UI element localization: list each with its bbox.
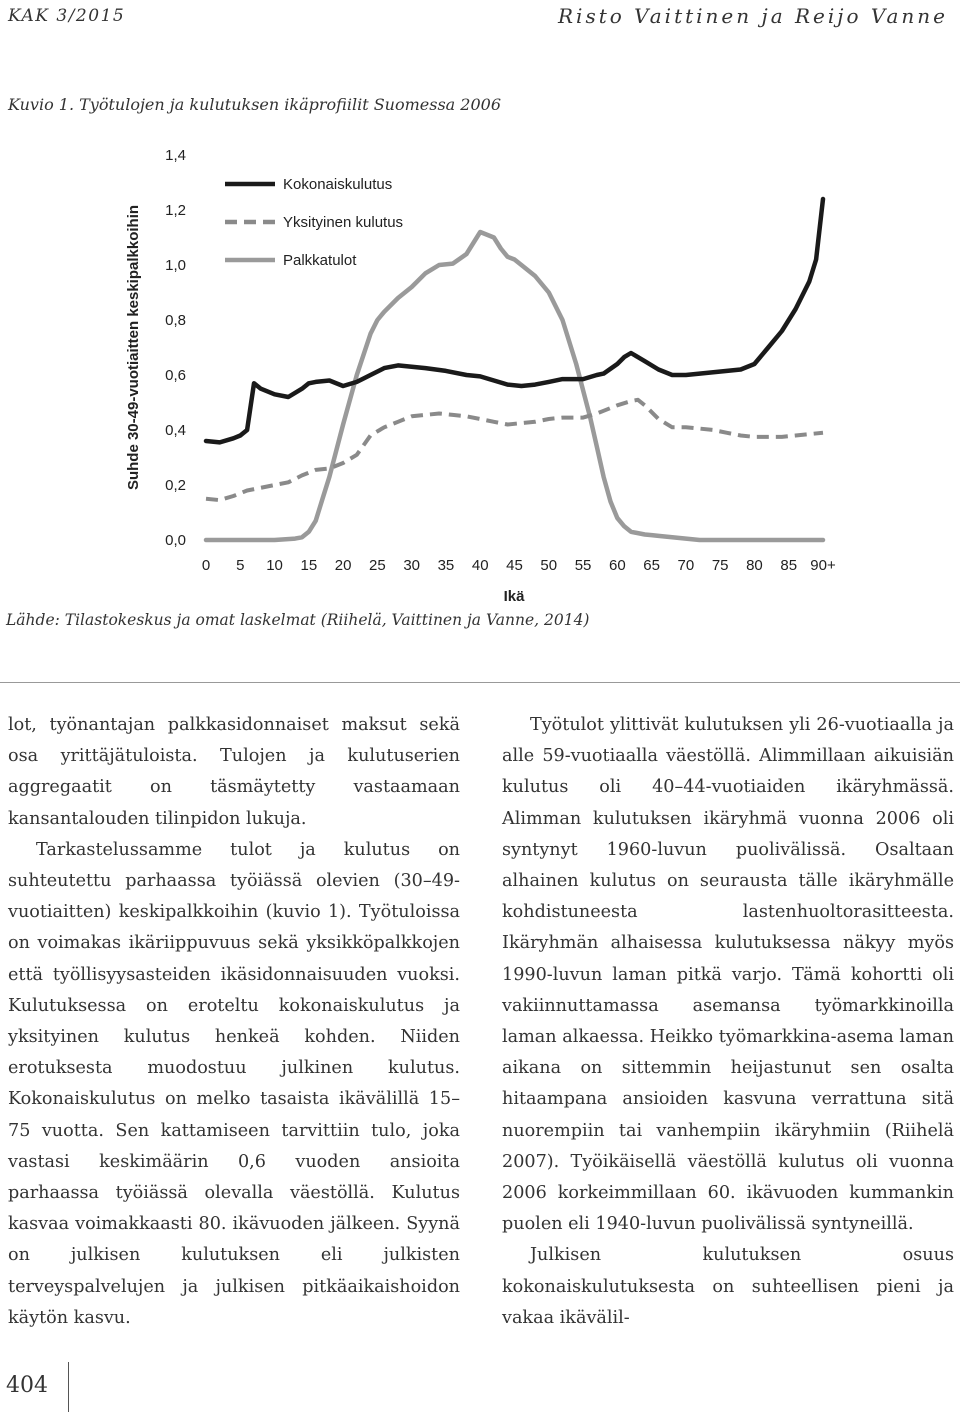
legend-label: Yksityinen kulutus [283, 214, 404, 231]
text-column-left [8, 710, 460, 1334]
section-divider [0, 682, 960, 683]
series-line-1 [206, 400, 823, 500]
y-axis-label: Suhde 30-49-vuotiaitten keskipalkkoihin [125, 204, 142, 491]
y-tick-label: 1,2 [165, 202, 186, 219]
x-tick-label: 45 [506, 557, 523, 574]
x-tick-label: 10 [266, 557, 283, 574]
x-tick-label: 25 [369, 557, 386, 574]
legend-label: Kokonaiskulutus [283, 176, 393, 193]
article-authors: Risto Vaittinen ja Reijo Vanne [557, 4, 948, 28]
x-tick-label: 85 [780, 557, 798, 574]
x-tick-label: 65 [643, 557, 660, 574]
text-column-right [502, 710, 954, 1334]
paragraph: Tarkastelussamme tulot ja kulutus on suhteutettu parhaassa työiässä olevien (30–49-vuotiaitten) keskipalkkoihin (kuvio 1). Työtuloissa on voimakas ikäriippuvuus sekä yksikköpalkkojen että työllisyysasteiden ikäsidonnaisuuden vuoksi. Kulutuksessa on eroteltu kokonaiskulutus ja yksityinen kulutus henkeä kohden. Niiden erotuksesta muodostuu julkinen kulutus. Kokonaiskulutus on melko tasaista ikävälillä 15–75 vuotta. Sen kattamiseen tarvittiin tulo, joka vastasi keskimäärin 0,6 vuoden ansioita parhaassa työiässä olevalla väestöllä. Kulutus kasvaa voimakkaasti 80. ikävuoden jälkeen. Syynä on julkisen kulutuksen eli julkisten terveyspalvelujen ja julkisen pitkäaikaishoidon käytön kasvu. [8, 839, 460, 1328]
x-tick-label: 15 [300, 557, 318, 574]
x-tick-label: 80 [746, 557, 763, 574]
x-tick-label: 5 [236, 557, 245, 574]
y-tick-label: 0,0 [165, 532, 186, 549]
x-tick-label: 40 [471, 557, 489, 574]
y-tick-label: 0,8 [165, 312, 186, 329]
figure-caption: Kuvio 1. Työtulojen ja kulutuksen ikäprofiilit Suomessa 2006 [8, 95, 502, 114]
x-tick-label: 75 [711, 557, 729, 574]
x-tick-label: 55 [574, 557, 592, 574]
paragraph: lot, työnantajan palkkasidonnaiset maksut sekä osa yrittäjätuloista. Tulojen ja kulutuserien aggregaatit on täsmäytetty vastaamaan kansantalouden tilinpidon lukuja. [8, 715, 460, 829]
legend-label: Palkkatulot [283, 252, 357, 269]
line-chart [0, 135, 960, 605]
x-tick-label: 90+ [810, 557, 836, 574]
x-tick-label: 60 [608, 557, 626, 574]
y-tick-label: 1,0 [165, 257, 186, 274]
x-tick-label: 70 [677, 557, 695, 574]
y-tick-label: 0,4 [165, 422, 186, 439]
paragraph: Työtulot ylittivät kulutuksen yli 26-vuotiaalla ja alle 59-vuotiaalla väestöllä. Alimmillaan aikuisiän kulutus oli 40–44-vuotiaiden ikäryhmässä. Alimman kulutuksen ikäryhmä vuonna 2006 oli syntynyt 1960-luvun puolivälissä. Osaltaan alhainen kulutus on seurausta tälle ikäryhmälle kohdistuneesta lastenhuoltorasitteesta. Ikäryhmän alhaisessa kulutuksessa näkyy myös 1990-luvun laman pitkä varjo. Tämä kohortti oli vakiinnuttamassa asemansa työmarkkinoilla laman alkaessa. Heikko työmarkkina-asema laman aikana on sittemmin heijastunut sen osalta hitaampana ansioiden kasvuna verrattuna sitä nuorempiin tai vanhempiin ikäryhmiin (Riihelä 2007). Työikäisellä väestöllä kulutus oli vuonna 2006 korkeimmillaan 60. ikävuoden kummankin puolen eli 1940-luvun puolivälissä syntyneillä. [502, 715, 954, 1235]
y-tick-label: 0,6 [165, 367, 186, 384]
y-tick-label: 0,2 [165, 477, 186, 494]
figure-source: Lähde: Tilastokeskus ja omat laskelmat (Riihelä, Vaittinen ja Vanne, 2014) [6, 611, 590, 629]
x-tick-label: 35 [437, 557, 455, 574]
x-tick-label: 50 [540, 557, 558, 574]
journal-issue: KAK 3/2015 [8, 6, 126, 26]
page-number: 404 [6, 1373, 48, 1398]
paragraph: Julkisen kulutuksen osuus kokonaiskulutuksesta on suhteellisen pieni ja vakaa ikävälil- [502, 1245, 954, 1328]
footer-divider [68, 1362, 69, 1412]
chart-legend [225, 176, 403, 269]
y-tick-label: 1,4 [165, 147, 186, 164]
x-axis-label: Ikä [503, 588, 525, 605]
series-line-0 [206, 199, 823, 442]
x-tick-label: 0 [201, 557, 211, 574]
chart-series [206, 199, 823, 540]
x-tick-label: 30 [403, 557, 421, 574]
x-tick-label: 20 [334, 557, 352, 574]
